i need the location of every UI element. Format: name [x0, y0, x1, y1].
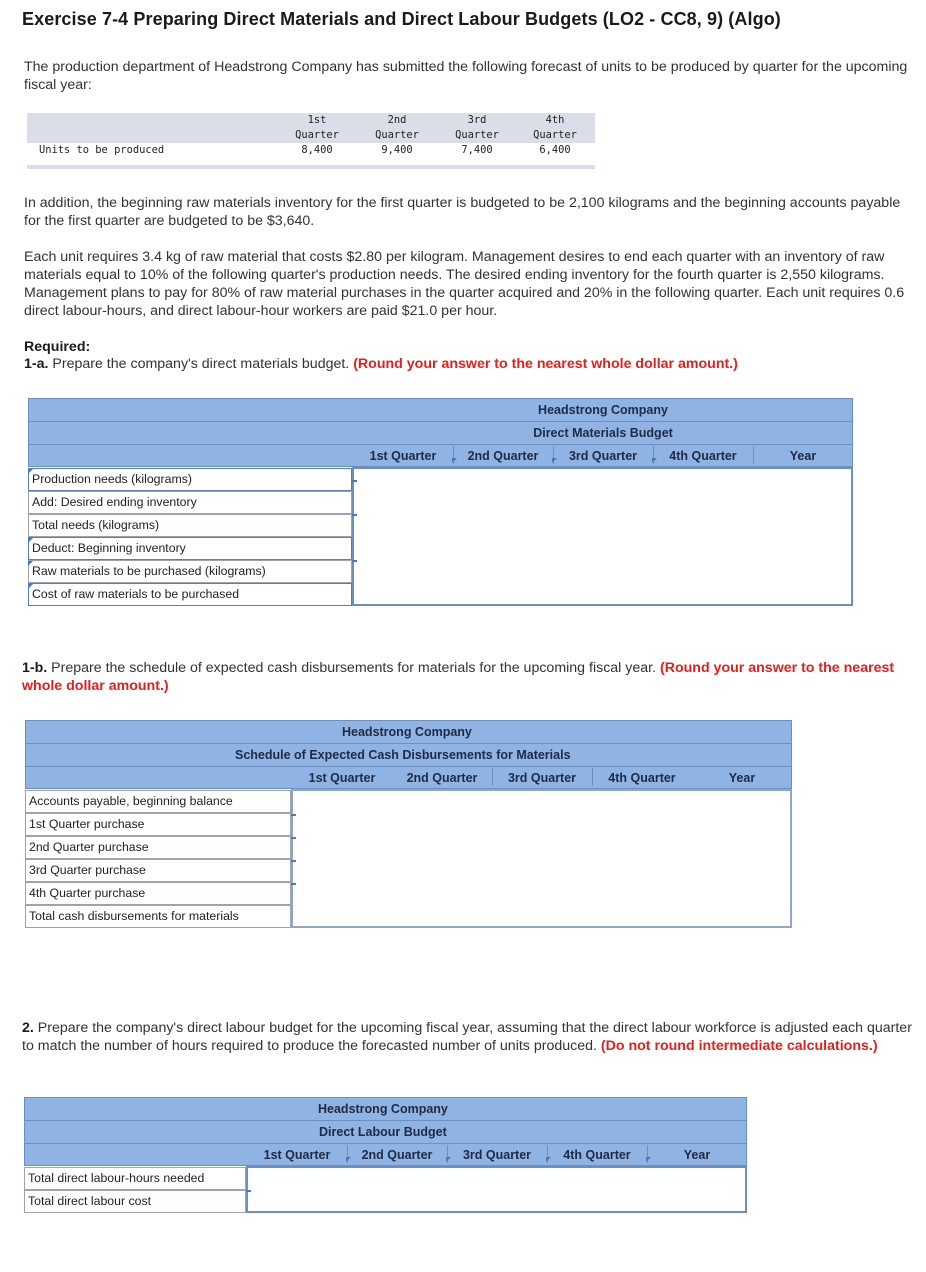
page-title: Exercise 7-4 Preparing Direct Materials and Direct Labour Budgets (LO2 - CC8, 9) (Algo) [22, 9, 781, 29]
row-label: Total direct labour cost [24, 1190, 246, 1213]
col-year: Year [728, 771, 756, 785]
col-1st-quarter: 1st Quarter [308, 771, 376, 785]
table-subtitle: Direct Labour Budget [319, 1125, 447, 1139]
row-label: Total cash disbursements for materials [25, 905, 291, 928]
row-label: Total direct labour-hours needed [24, 1167, 246, 1190]
forecast-value-4: 6,400 [539, 144, 571, 156]
col-2nd-quarter: 2nd Quarter [467, 449, 539, 463]
question-1a: 1-a. Prepare the company's direct materials budget. (Round your answer to the nearest whole dollar amount.) [24, 356, 738, 372]
question-1b: 1-b. Prepare the schedule of expected cash disbursements for materials for the upcoming fiscal year. (Round your answer to the nearest whole dollar amount.) [22, 660, 895, 694]
question-2: 2. Prepare the company's direct labour budget for the upcoming fiscal year, assuming that the direct labour workforce is adjusted each quarter to match the number of hours required to produce the forecasted number of units produced. (Do not round intermediate calculations.) [22, 1020, 912, 1054]
col-3rd-quarter: 3rd Quarter [568, 449, 638, 463]
answer-input-area[interactable] [291, 789, 792, 928]
col-marker [652, 458, 657, 463]
col-3rd-quarter: 3rd Quarter [507, 771, 577, 785]
intro-text: The production department of Headstrong Company has submitted the following forecast of units to be produced by quarter for the upcoming fiscal year: [24, 59, 908, 93]
row-label[interactable]: 4th Quarter purchase [25, 882, 291, 905]
col-1st-quarter: 1st Quarter [263, 1148, 331, 1162]
paragraph-requirements: Each unit requires 3.4 kg of raw material that costs $2.80 per kilogram. Management desires to end each quarter with an inventory of raw materials equal to 10% of the following quarter's production needs. The desired ending inventory for the fourth quarter is 2,550 kilograms. Management plans to pay for 80% of raw material purchases in the quarter acquired and 20% in the following quarter. Each unit requires 0.6 direct labour-hours, and direct labour-hour workers are paid $21.0 per hour. [24, 249, 905, 319]
col-year: Year [683, 1148, 711, 1162]
row-label[interactable]: Cost of raw materials to be purchased [28, 583, 352, 606]
forecast-value-1: 8,400 [301, 144, 333, 156]
col-2nd-quarter: 2nd Quarter [361, 1148, 433, 1162]
forecast-col-2: 2nd Quarter [375, 114, 419, 141]
required-label: Required: [24, 339, 91, 355]
col-marker [552, 458, 557, 463]
row-label[interactable]: Production needs (kilograms) [28, 468, 352, 491]
forecast-value-2: 9,400 [381, 144, 413, 156]
col-2nd-quarter: 2nd Quarter [406, 771, 478, 785]
row-label[interactable]: Deduct: Beginning inventory [28, 537, 352, 560]
forecast-bottom-band [27, 165, 595, 169]
row-label[interactable]: Raw materials to be purchased (kilograms) [28, 560, 352, 583]
company-name: Headstrong Company [318, 1102, 448, 1116]
row-label[interactable]: Accounts payable, beginning balance [25, 790, 291, 813]
cash-disbursements-table [25, 720, 792, 928]
company-name: Headstrong Company [538, 403, 668, 417]
company-name: Headstrong Company [342, 725, 472, 739]
direct-materials-budget-table [28, 398, 853, 606]
table-subtitle: Direct Materials Budget [533, 426, 673, 440]
forecast-col-4: 4th Quarter [533, 114, 577, 141]
forecast-table [27, 113, 595, 169]
col-1st-quarter: 1st Quarter [369, 449, 437, 463]
direct-labour-budget-table [24, 1097, 747, 1213]
col-4th-quarter: 4th Quarter [563, 1148, 631, 1162]
row-label[interactable]: Total needs (kilograms) [28, 514, 352, 537]
row-label[interactable]: Add: Desired ending inventory [28, 491, 352, 514]
answer-input-area[interactable] [352, 467, 853, 606]
forecast-col-3: 3rd Quarter [455, 114, 499, 141]
row-label[interactable]: 3rd Quarter purchase [25, 859, 291, 882]
row-label[interactable]: 1st Quarter purchase [25, 813, 291, 836]
col-3rd-quarter: 3rd Quarter [462, 1148, 532, 1162]
forecast-col-1: 1st Quarter [295, 114, 339, 141]
col-4th-quarter: 4th Quarter [669, 449, 737, 463]
forecast-row-label: Units to be produced [39, 144, 165, 156]
col-marker [452, 458, 457, 463]
row-label[interactable]: 2nd Quarter purchase [25, 836, 291, 859]
col-year: Year [789, 449, 817, 463]
forecast-value-3: 7,400 [461, 144, 493, 156]
answer-input-area[interactable] [246, 1166, 747, 1213]
col-4th-quarter: 4th Quarter [608, 771, 676, 785]
paragraph-inventory: In addition, the beginning raw materials inventory for the first quarter is budgeted to be 2,100 kilograms and the beginning accounts payable for the first quarter are budgeted to be $3,640. [24, 195, 901, 229]
table-subtitle: Schedule of Expected Cash Disbursements for Materials [235, 748, 571, 762]
